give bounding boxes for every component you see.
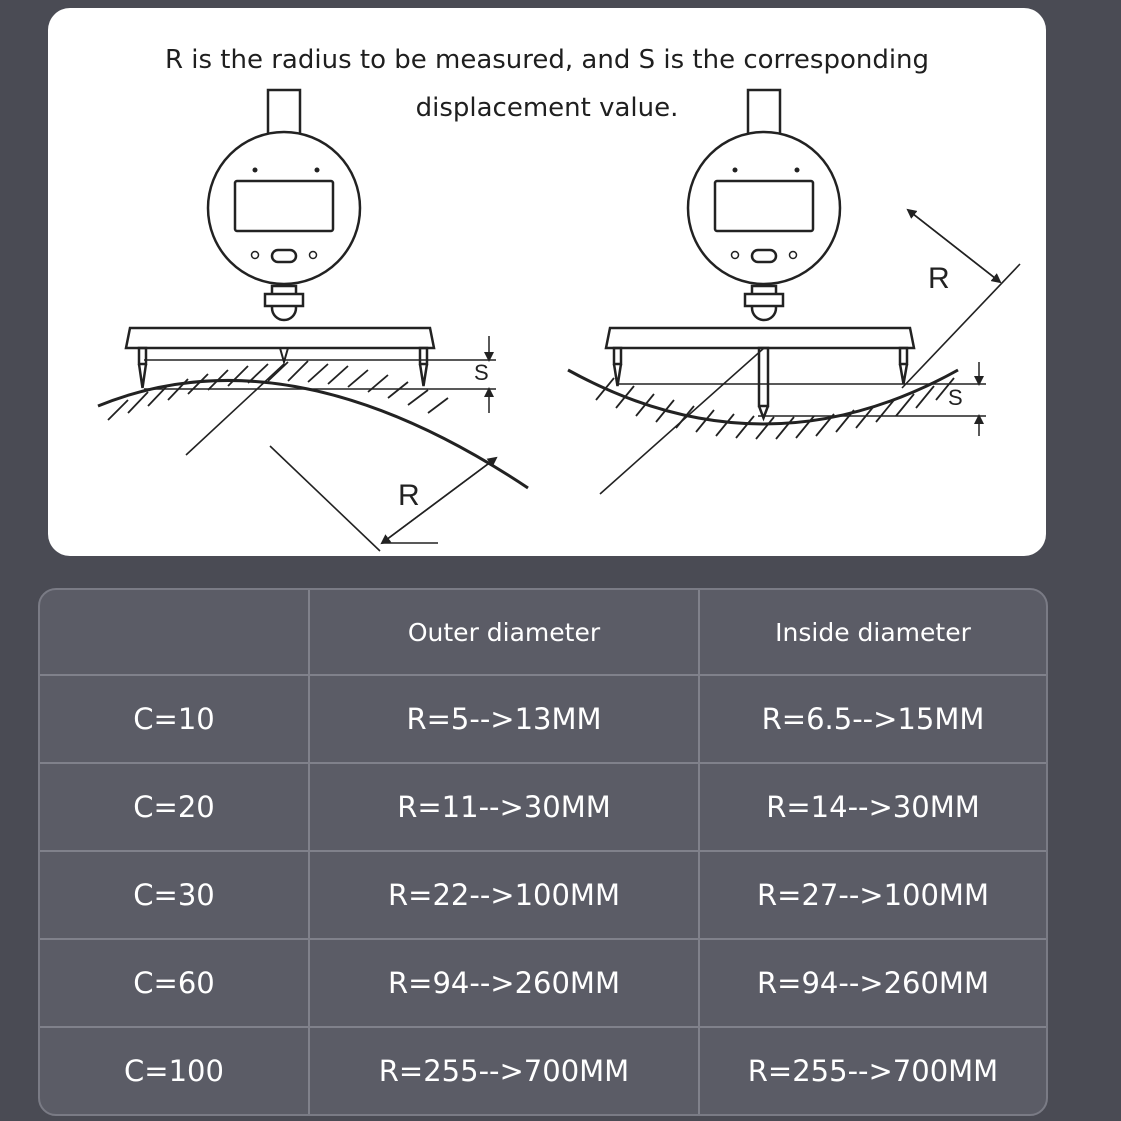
outer-range-cell: R=22-->100MM [309,851,699,939]
header-inside-diameter: Inside diameter [699,590,1046,675]
table-row [40,939,1046,1027]
inside-range-cell: R=27-->100MM [699,851,1046,939]
outer-range-cell: R=94-->260MM [309,939,699,1027]
table-row [40,851,1046,939]
c-value-cell: C=10 [40,675,309,763]
c-value-cell: C=60 [40,939,309,1027]
outer-range-cell: R=255-->700MM [309,1027,699,1114]
left-r-dimension [186,364,496,551]
right-surface [568,370,958,439]
right-gauge [606,90,914,418]
inside-range-cell: R=255-->700MM [699,1027,1046,1114]
right-r-label: R [928,262,950,295]
outer-range-cell: R=5-->13MM [309,675,699,763]
range-table [40,590,1046,1114]
caption-line-2: displacement value. [415,93,679,123]
left-s-label: S [474,360,489,385]
table-header-row [40,590,1046,675]
caption-line-1: R is the radius to be measured, and S is the corresponding [164,45,930,75]
right-s-dimension [618,362,986,436]
c-value-cell: C=30 [40,851,309,939]
right-s-label: S [948,385,963,410]
diagram-caption [48,36,1046,132]
left-gauge [126,90,434,388]
header-cell-empty [40,590,309,675]
table-row [40,675,1046,763]
c-value-cell: C=20 [40,763,309,851]
table-row [40,763,1046,851]
left-r-label: R [398,479,420,512]
inside-range-cell: R=6.5-->15MM [699,675,1046,763]
outer-range-cell: R=11-->30MM [309,763,699,851]
c-value-cell: C=100 [40,1027,309,1114]
inside-range-cell: R=14-->30MM [699,763,1046,851]
table-row [40,1027,1046,1114]
header-outer-diameter: Outer diameter [309,590,699,675]
left-surface [98,361,528,488]
inside-range-cell: R=94-->260MM [699,939,1046,1027]
diagram-panel [48,8,1046,556]
range-table-panel [38,588,1048,1116]
